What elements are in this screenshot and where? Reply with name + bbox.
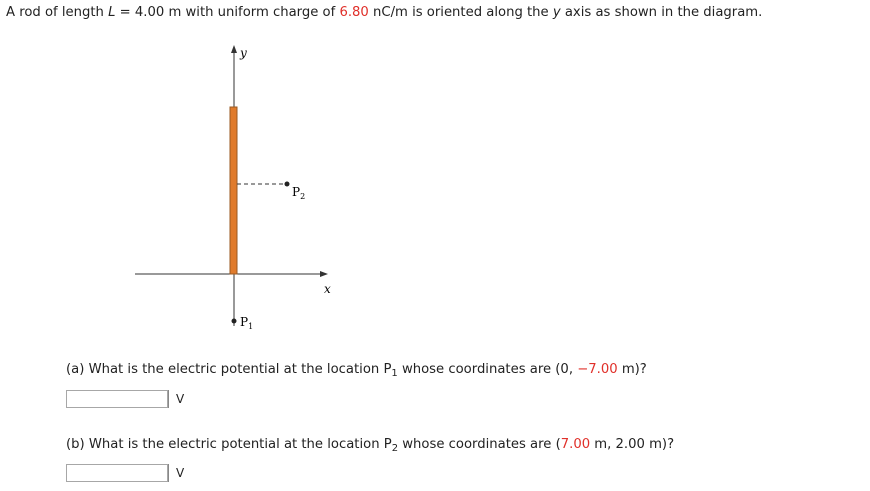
y-axis-label: y	[240, 46, 247, 60]
p2-label: $P_2$	[292, 185, 306, 201]
p2-point	[285, 182, 290, 187]
intro-text-2: = 4.00 m with uniform charge of	[115, 5, 340, 20]
rod-diagram	[130, 38, 360, 343]
p1-point	[232, 319, 237, 324]
question-a-text-1: (a) What is the electric potential at the location P	[66, 362, 392, 377]
question-b	[66, 437, 674, 454]
y-symbol: y	[552, 5, 561, 20]
problem-statement	[6, 5, 762, 20]
answer-a-input[interactable]	[66, 390, 168, 408]
y-axis-arrow-icon	[231, 45, 237, 53]
question-a-coord-y: −7.00	[577, 362, 618, 377]
question-b-point-sub: 2	[391, 443, 399, 454]
x-axis-arrow-icon	[320, 271, 328, 277]
intro-text-1: A rod of length	[6, 5, 109, 20]
x-axis-label: x	[324, 282, 331, 296]
question-b-text-3: m, 2.00 m)?	[590, 437, 675, 452]
length-symbol: L	[108, 5, 116, 20]
question-a-point-sub: 1	[391, 368, 398, 379]
question-a	[66, 362, 647, 379]
charged-rod	[230, 107, 237, 274]
answer-b-row	[66, 462, 184, 484]
intro-text-4: axis as shown in the diagram.	[560, 5, 763, 20]
question-a-text-2: whose coordinates are (0,	[397, 362, 578, 377]
answer-a-unit: V	[168, 390, 184, 408]
answer-b-input[interactable]	[66, 464, 168, 482]
answer-a-row	[66, 388, 184, 410]
p1-label: $P_1$	[240, 315, 254, 331]
question-b-coord-x: 7.00	[560, 437, 591, 452]
question-a-text-3: m)?	[617, 362, 647, 377]
question-b-text-1: (b) What is the electric potential at the location P	[66, 437, 392, 452]
answer-b-unit: V	[168, 464, 184, 482]
intro-text-3: nC/m is oriented along the	[368, 5, 553, 20]
question-b-text-2: whose coordinates are (	[398, 437, 561, 452]
charge-density-value: 6.80	[339, 5, 369, 20]
